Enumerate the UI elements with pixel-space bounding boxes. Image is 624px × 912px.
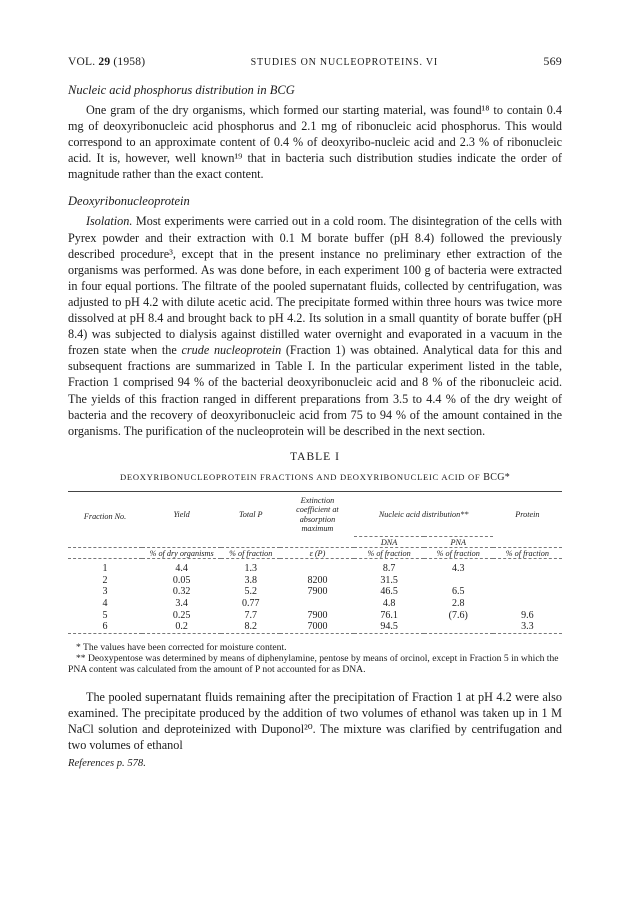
header-yield: Yield [173, 510, 190, 520]
cell-fraction: 5 [102, 609, 108, 621]
fractions-table [68, 491, 562, 638]
running-head [68, 54, 562, 69]
subheader-pna: PNA [450, 538, 466, 548]
header-total-p: Total P [238, 510, 263, 520]
table-caption-text: DEOXYRIBONUCLEOPROTEIN FRACTIONS AND DEOXYRIBONUCLEIC ACID OF [119, 471, 484, 482]
vol-number: 29 [98, 56, 111, 68]
page [68, 54, 562, 769]
cell-pna: 2.8 [451, 598, 465, 610]
cell-ext [280, 598, 354, 610]
cell-total-p: 3.8 [244, 574, 257, 586]
header-fraction: Fraction No. [83, 511, 127, 521]
header-nucleic-acid: Nucleic acid distribution** [378, 509, 469, 519]
table-caption [68, 472, 562, 483]
cell-fraction: 3 [102, 586, 108, 598]
table-body [68, 560, 562, 633]
cell-pna: (7.6) [448, 609, 468, 621]
cell-total-p: 5.2 [244, 586, 257, 598]
cell-protein [493, 560, 562, 575]
references-pointer: References p. 578. [68, 758, 146, 770]
crude-nucleoprotein-term: crude nucleoprotein [181, 343, 282, 358]
cell-dna: 4.8 [382, 598, 396, 610]
isolation-text-b: (Fraction 1) was obtained. Analytical data for this and subsequent fractions are summarized in Table I. In the particular experiment listed in the table, Fraction 1 comprised 94 % of the bacterial deoxyribonucleic acid and 8 % of the ribonucleic acid. The yields of this fraction ranged in different preparations from 3.5 to 4.4 % of the dry weight of bacteria and the recovery of deoxyribonucleic acid from 75 to 94 % of the amount contained in the organisms. The purification of the nucleoprotein will be described in the next section. [68, 343, 562, 438]
cell-yield: 0.2 [175, 621, 188, 633]
cell-yield: 3.4 [175, 598, 188, 610]
cell-ext: 7900 [307, 609, 328, 621]
cell-dna: 94.5 [380, 621, 398, 633]
journal-title: STUDIES ON NUCLEOPROTEINS. VI [250, 57, 439, 68]
table-caption-bcg: BCG* [483, 471, 511, 483]
cell-dna: 76.1 [380, 609, 398, 621]
vol-year: (1958) [110, 56, 146, 68]
table-title: TABLE I [290, 450, 340, 463]
cell-ext: 8200 [307, 574, 328, 586]
paragraph-isolation [68, 213, 562, 438]
cell-yield: 0.25 [172, 609, 191, 621]
section-heading-phosphorus: Nucleic acid phosphorus distribution in BCG [68, 83, 295, 97]
volume-info [68, 56, 145, 68]
unit-pna: % of fraction [436, 549, 480, 559]
table-header-row [68, 493, 562, 537]
table-units-row [68, 549, 562, 559]
table-row [68, 575, 562, 587]
cell-total-p: 8.2 [244, 621, 257, 633]
header-extinction: Extinction coefficient at absorption maximum [296, 495, 339, 534]
table-footnotes [68, 642, 562, 675]
table-subheader-row [68, 538, 562, 548]
cell-yield: 0.05 [172, 574, 191, 586]
cell-protein [493, 586, 562, 598]
vol-label: VOL. [68, 56, 99, 68]
unit-total-p: % of fraction [229, 549, 273, 559]
cell-fraction: 1 [102, 563, 108, 575]
cell-protein: 3.3 [521, 621, 534, 633]
isolation-lead: Isolation. [86, 214, 133, 229]
cell-ext: 7900 [307, 586, 328, 598]
table-row [68, 560, 562, 575]
header-protein: Protein [515, 510, 540, 520]
table-row [68, 598, 562, 610]
page-number: 569 [543, 54, 562, 68]
cell-ext: 7000 [307, 621, 328, 633]
cell-total-p: 7.7 [244, 609, 257, 621]
unit-protein: % of fraction [505, 549, 549, 559]
cell-pna [424, 575, 493, 587]
table-row [68, 586, 562, 598]
cell-protein [493, 575, 562, 587]
cell-yield: 4.4 [175, 563, 188, 575]
cell-total-p: 0.77 [242, 598, 260, 610]
table-row [68, 610, 562, 622]
footnote-moisture: * The values have been corrected for moisture content. [76, 641, 287, 653]
paragraph-phosphorus: One gram of the dry organisms, which formed our starting material, was found¹⁸ to contain 0.4 mg of deoxyribonucleic acid phosphorus and 2.1 mg of ribonucleic acid phosphorus. This would correspond to an approximate content of 0.4 % of deoxyribo-nucleic acid and 2.3 % of ribonucleic acid. It is, however, well known¹⁹ that in bacteria such distribution studies indicate the order of magnitude rather than the exact content. [68, 103, 562, 182]
cell-pna: 6.5 [451, 586, 465, 598]
table-row [68, 621, 562, 633]
cell-ext [280, 560, 354, 575]
cell-fraction: 2 [102, 574, 108, 586]
cell-pna [424, 621, 493, 633]
paragraph-supernatant: The pooled supernatant fluids remaining after the precipitation of Fraction 1 at pH 4.2 were also examined. The precipitate produced by the addition of two volumes of ethanol was taken up in 1 M NaCl solution and deproteinized with Duponol²⁰. The mixture was clarified by centrifugation and two volumes of ethanol [68, 689, 562, 753]
cell-dna: 8.7 [382, 563, 396, 575]
cell-fraction: 4 [102, 598, 108, 610]
cell-total-p: 1.3 [244, 563, 257, 575]
isolation-text-a: Most experiments were carried out in a cold room. The disintegration of the cells with Pyrex powder and their extraction with 0.1 M borate buffer (pH 8.4) followed the previously described procedure³, except that in the present instance no preliminary ether extraction of the organisms was performed. As was done before, in each experiment 100 g of bacteria were extracted in four equal portions. The filtrate of the pooled supernatant fluids, collected by centrifugation, was adjusted to pH 4.2 with dilute acetic acid. The precipitate formed within three hours was twice more dissolved at pH 8.4 and brought back to pH 4.2. Its solution in a small quantity of borate buffer (pH 8.4) was subjected to dialysis against distilled water overnight and evaporated in a vacuum in the frozen state when the [68, 214, 562, 358]
footnote-deoxypentose: ** Deoxypentose was determined by means of diphenylamine, pentose by means of orcinol, except in Fraction 5 in which the PNA content was calculated from the amount of P not accounted for as DNA. [68, 652, 559, 675]
unit-dna: % of fraction [367, 549, 411, 559]
unit-yield: % of dry organisms [149, 549, 214, 559]
cell-pna: 4.3 [451, 563, 465, 575]
cell-yield: 0.32 [172, 586, 191, 598]
cell-protein: 9.6 [521, 609, 534, 621]
section-heading-deoxyribonucleoprotein: Deoxyribonucleoprotein [68, 194, 190, 209]
cell-dna: 46.5 [380, 586, 398, 598]
unit-extinction: ε (P) [309, 549, 326, 559]
cell-protein [493, 598, 562, 610]
subheader-dna: DNA [380, 538, 398, 548]
cell-fraction: 6 [102, 621, 108, 633]
cell-dna: 31.5 [380, 574, 398, 586]
